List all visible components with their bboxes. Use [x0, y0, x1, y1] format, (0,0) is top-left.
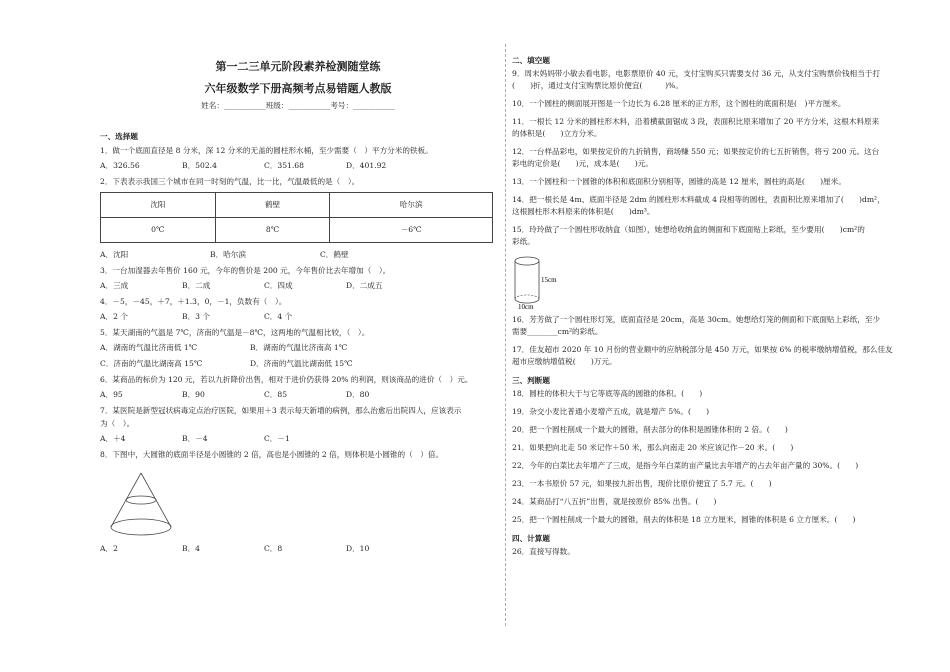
option: D．二成五: [346, 281, 383, 290]
option: B．湖南的气温比济南高 1℃: [250, 343, 348, 352]
exam-title: 第一二三单元阶段素养检测随堂练: [215, 60, 381, 73]
question-1-options: [100, 160, 496, 172]
question-text: 的体积是( )立方分米。: [512, 129, 602, 138]
question-text: 彩电的定价是( )元，成本是( )元。: [512, 159, 653, 168]
question-23: 23．一本书原价 57 元，如果按九折出售，现价比原价便宜了 5.7 元。( ): [512, 479, 772, 488]
question-19: 19．杂交小麦比普通小麦增产五成，就是增产 5%。( ): [512, 407, 710, 416]
diameter-label: 10cm: [518, 303, 534, 310]
right-column: [512, 50, 920, 564]
question-16: [512, 314, 920, 338]
question-text: 超市应缴纳增值税( )万元。: [512, 357, 617, 366]
table-cell: 8℃: [215, 218, 330, 243]
question-6: 6．某商品的标价为 120 元，若以九折降价出售，相对于进价仍获得 20% 的利润，则该商品的进价（ ）元。: [100, 375, 473, 384]
question-3: 3．一台加湿器去年售价 160 元，今年的售价是 200 元，今年售价比去年增加（ ）。: [100, 266, 391, 275]
exam-subtitle: 六年级数学下册高频考点易错题人教版: [204, 82, 392, 95]
option: C．鹤壁: [320, 250, 349, 259]
height-label: 15cm: [541, 276, 557, 284]
question-9: [512, 68, 920, 92]
question-4-options: [100, 311, 496, 323]
question-17: [512, 344, 920, 368]
question-7-cont: 为（ ）。: [100, 419, 135, 428]
option: C．4 个: [264, 312, 293, 321]
question-11: [512, 116, 920, 140]
table-cell: －6℃: [330, 218, 493, 243]
question-8: 8．下图中，大圆锥的底面半径是小圆锥的 2 倍，高也是小圆锥的 2 倍，则体积是小圆锥的（ ）倍。: [100, 450, 444, 459]
nested-cones-diagram: [106, 469, 176, 539]
option: C．85: [264, 390, 288, 399]
option: A．沈阳: [100, 250, 129, 259]
option: A．95: [100, 390, 123, 399]
table-cell: 沈阳: [101, 193, 216, 218]
question-1: 1．做一个底面直径是 8 分米，深 12 分米的无盖的圆柱形水桶，至少需要（ ）平方分米的铁板。: [100, 146, 433, 155]
question-text: 12．一台样品彩电，如果按定价的九折销售，商场赚 550 元；如果按定价的七五折销售，将亏 200 元。这台: [512, 147, 880, 156]
question-14: [512, 194, 920, 218]
question-text: 这根圆柱形木料原来的体积是( )dm³。: [512, 207, 655, 216]
question-text: 彩纸。: [512, 237, 535, 246]
question-15: [512, 224, 920, 248]
question-text: 14．把一根长是 4m、底面半径是 2dm 的圆柱形木料截成 4 段相等的圆柱，表面积比原来增加了( )dm²，: [512, 195, 885, 204]
option: C．济南的气温比湖南高 15℃: [100, 359, 203, 368]
option: B．3 个: [182, 312, 211, 321]
option: C．－1: [264, 434, 290, 443]
question-22: 22．今年的白菜比去年增产了三成，是指今年白菜的亩产量比去年增产的占去年亩产量的 30%。( ): [512, 461, 859, 470]
section-heading: 二、填空题: [512, 56, 550, 65]
option: D．10: [346, 544, 370, 553]
student-info: 姓名：___________班级：___________考号：___________: [201, 101, 395, 110]
question-20: 20．把一个圆柱削成一个最大的圆锥，削去部分的体积是圆锥体积的 2 倍。( ): [512, 425, 788, 434]
table-cell: 哈尔滨: [330, 193, 493, 218]
option: D．401.92: [346, 161, 387, 170]
section-heading: 一、选择题: [100, 132, 138, 141]
cylinder-figure: [512, 254, 920, 310]
question-13: 13．一个圆柱和一个圆锥的体积和底面积分别相等，圆锥的高是 12 厘米，圆柱的高是( )厘米。: [512, 177, 846, 186]
option: A．三成: [100, 281, 129, 290]
question-25: 25．把一个圆柱削成一个最大的圆锥，削去的体积是 18 立方厘米，圆锥的体积是 6 立方厘米。( ): [512, 515, 856, 524]
question-text: 16．芳芳做了一个圆柱形灯笼，底面直径是 20cm，高是 30cm。她想给灯笼的侧面和下底面贴上彩纸，至少: [512, 315, 881, 324]
question-3-options: [100, 280, 496, 292]
question-5-options: [100, 342, 496, 354]
section-heading: 四、计算题: [512, 534, 550, 543]
option: D．济南的气温比湖南低 15℃: [250, 359, 353, 368]
option: A．＋4: [100, 434, 126, 443]
question-8-options: [100, 543, 496, 555]
question-text: 15．玲玲做了一个圆柱形收纳盒（如图），她想给收纳盒的侧面和下底面贴上彩纸，至少要用( )cm²的: [512, 225, 865, 234]
option: A．2 个: [100, 312, 128, 321]
question-4: 4．－5，－45，＋7，＋1.3，0，－1，负数有（ ）。: [100, 297, 287, 306]
option: B．哈尔滨: [210, 250, 246, 259]
option: A．326.56: [100, 161, 140, 170]
left-column: [100, 50, 496, 559]
question-2-options: [100, 249, 496, 261]
table-cell: 0℃: [101, 218, 216, 243]
option: C．四成: [264, 281, 293, 290]
option: B．90: [182, 390, 205, 399]
question-5-options: [100, 358, 496, 370]
question-24: 24．某商品打“八五折”出售，就是按原价 85% 出售。( ): [512, 497, 717, 506]
question-2: 2．下表表示我国三个城市在同一时刻的气温，比一比，气温最低的是（ ）。: [100, 177, 360, 186]
question-12: [512, 146, 920, 170]
question-6-options: [100, 389, 496, 401]
option: C．8: [264, 544, 283, 553]
question-text: 11．一根长 12 分米的圆柱形木料，沿着横截面锯成 3 段，表面积比原来增加了 20 平方分米，这根木料原来: [512, 117, 880, 126]
option: B．4: [182, 544, 201, 553]
question-10: 10．一个圆柱的侧面展开图是一个边长为 6.28 厘米的正方形，这个圆柱的底面积是( )平方厘米。: [512, 99, 846, 108]
question-7-options: [100, 433, 496, 445]
option: B．二成: [182, 281, 211, 290]
option: C．351.68: [264, 161, 304, 170]
question-text: 17．佳友超市 2020 年 10 月份的营业额中的应纳税部分是 450 万元，如果按 6% 的税率缴纳增值税，那么佳友: [512, 345, 893, 354]
cone-figure: [106, 469, 496, 539]
section-heading: 三、判断题: [512, 376, 550, 385]
option: A．湖南的气温比济南低 1℃: [100, 343, 198, 352]
question-21: 21．如果把向北走 50 米记作＋50 米，那么向南走 20 米应该记作－20 米。( ): [512, 443, 794, 452]
option: B．502.4: [182, 161, 217, 170]
table-cell: 鹤壁: [215, 193, 330, 218]
question-7: 7．某医院是新型冠状病毒定点治疗医院，如果用＋3 表示每天新增的病例，那么治愈后出院四人，应该表示: [100, 406, 462, 415]
question-26: 26．直接写得数。: [512, 547, 575, 556]
column-divider: [505, 44, 506, 626]
question-text: 需要________cm²的彩纸。: [512, 327, 603, 336]
question-text: 9．周末妈妈带小敏去看电影，电影票原价 40 元，支付宝购买只需要支付 36 元，从支付宝购票价钱相当于打: [512, 69, 880, 78]
question-5: 5．某天湖南的气温是 7℃，济南的气温是－8℃，这两地的气温相比较，（ ）。: [100, 328, 370, 337]
option: A．2: [100, 544, 118, 553]
option: B．－4: [182, 434, 208, 443]
option: D．80: [346, 390, 370, 399]
question-18: 18．圆柱的体积大于与它等底等高的圆锥的体积。( ): [512, 389, 703, 398]
temperature-table: [100, 192, 493, 243]
question-text: ( )折，通过支付宝购票比原价便宜( )%。: [512, 81, 683, 90]
cylinder-diagram: [512, 254, 572, 310]
